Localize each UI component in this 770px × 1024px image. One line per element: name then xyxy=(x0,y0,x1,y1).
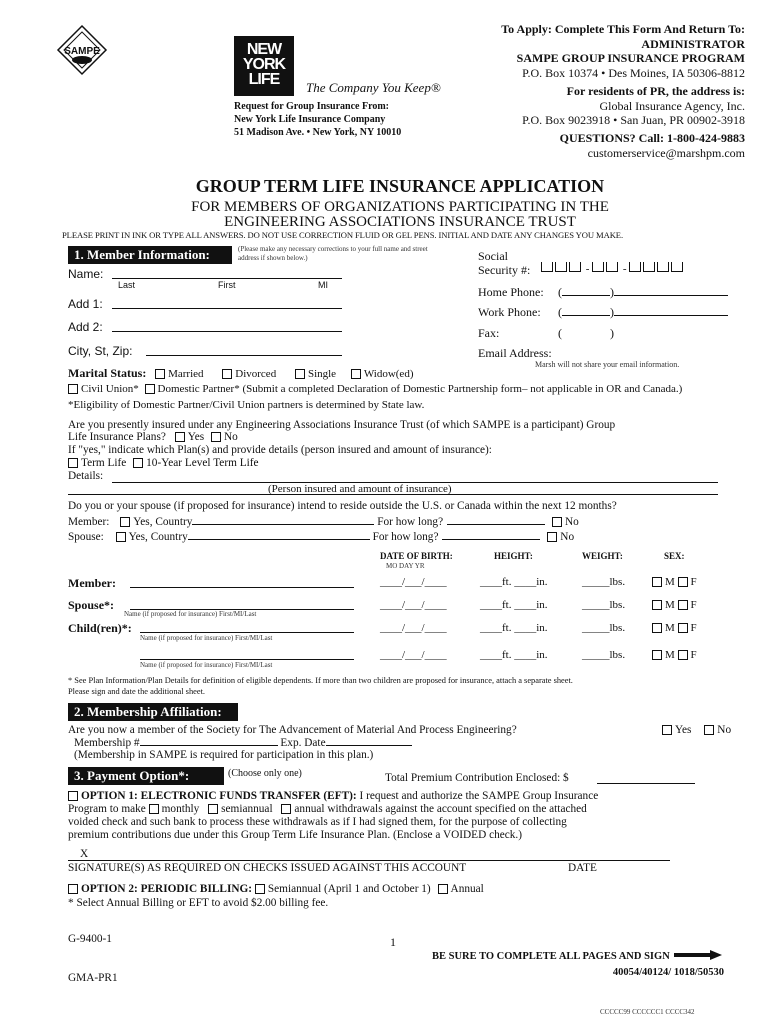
spouse-country-field[interactable] xyxy=(188,539,370,540)
spouse-sex-field[interactable]: M F xyxy=(652,599,697,611)
membership-no-checkbox[interactable] xyxy=(704,725,714,735)
barcode-text: CCCCC99 CCCCCC1 CCCC342 xyxy=(600,1008,695,1016)
be-sure-note: BE SURE TO COMPLETE ALL PAGES AND SIGN xyxy=(432,950,722,963)
opt2-annual-checkbox[interactable] xyxy=(438,884,448,894)
option2-checkbox[interactable] xyxy=(68,884,78,894)
weight-header: WEIGHT: xyxy=(582,551,623,561)
tagline: The Company You Keep® xyxy=(306,80,441,95)
member-dob-field[interactable]: ____/___/____ xyxy=(380,576,447,588)
total-premium-label: Total Premium Contribution Enclosed: $ xyxy=(385,772,569,784)
spouse-how-long-field[interactable] xyxy=(442,539,540,540)
insured-no-checkbox[interactable] xyxy=(211,432,221,442)
spouse-reside-row: Spouse: Yes, Country For how long? No xyxy=(68,531,575,543)
child1-sex-field[interactable]: M F xyxy=(652,622,697,634)
annual-checkbox[interactable] xyxy=(281,804,291,814)
questions: QUESTIONS? Call: 1-800-424-9883 xyxy=(559,131,745,145)
mi-label: MI xyxy=(318,280,328,290)
sampe-logo xyxy=(56,24,108,76)
option1-line4: premium contributions due under this Group Term Life Insurance Plan. (Enclose a VOIDED check.) xyxy=(68,829,522,841)
company-address: 51 Madison Ave. • New York, NY 10010 xyxy=(234,127,402,138)
option1-line2: Program to make monthly semiannual annual withdrawals against the account specified on the attached xyxy=(68,803,587,815)
select-note: * Select Annual Billing or EFT to avoid $2.00 billing fee. xyxy=(68,897,329,909)
signature-label: SIGNATURE(S) AS REQUIRED ON CHECKS ISSUED AGAINST THIS ACCOUNT xyxy=(68,862,467,874)
member-weight-field[interactable]: _____lbs. xyxy=(582,576,626,588)
child1-name-prompt: Name (if proposed for insurance) First/MI/Last xyxy=(140,634,273,642)
email-note: Marsh will not share your email information. xyxy=(535,360,680,369)
city-label: City, St, Zip: xyxy=(68,344,133,358)
po-box: P.O. Box 10374 • Des Moines, IA 50306-8812 xyxy=(522,66,745,80)
details-field-2[interactable] xyxy=(68,494,718,495)
child1-weight-field[interactable]: _____lbs. xyxy=(582,622,626,634)
signature-field[interactable] xyxy=(68,860,670,861)
membership-question: Are you now a member of the Society for The Advancement of Material And Process Engineering? xyxy=(68,724,517,736)
children-row-label: Child(ren)*: xyxy=(68,621,132,635)
child2-name-field[interactable] xyxy=(140,659,354,660)
height-header: HEIGHT: xyxy=(494,551,533,561)
member-yes-checkbox[interactable] xyxy=(120,517,130,527)
member-no-checkbox[interactable] xyxy=(552,517,562,527)
nyl-logo: NEW YORK LIFE xyxy=(234,36,294,96)
spouse-row-label: Spouse*: xyxy=(68,598,115,612)
insured-question-2: Life Insurance Plans? Yes No xyxy=(68,431,238,443)
child2-name-prompt: Name (if proposed for insurance) First/MI/Last xyxy=(140,661,273,669)
married-checkbox[interactable] xyxy=(155,369,165,379)
spouse-height-field[interactable]: ____ft. ____in. xyxy=(480,599,548,611)
company-name: New York Life Insurance Company xyxy=(234,114,386,125)
child2-dob-field[interactable]: ____/___/____ xyxy=(380,649,447,661)
spouse-name-prompt: Name (if proposed for insurance) First/MI/Last xyxy=(124,610,257,618)
arrow-right-icon xyxy=(674,950,722,963)
spouse-weight-field[interactable]: _____lbs. xyxy=(582,599,626,611)
term-life-checkbox[interactable] xyxy=(68,458,78,468)
section-3-header: 3. Payment Option*: xyxy=(68,767,224,785)
add2-field[interactable] xyxy=(112,331,342,332)
spouse-no-checkbox[interactable] xyxy=(547,532,557,542)
total-premium-field[interactable] xyxy=(597,783,695,784)
child1-height-field[interactable]: ____ft. ____in. xyxy=(480,622,548,634)
print-note: PLEASE PRINT IN INK OR TYPE ALL ANSWERS. DO NOT USE CORRECTION FLUID OR GEL PENS. INITIAL AND DATE ANY CHANGES YOU MAKE. xyxy=(62,230,624,240)
contact-email[interactable]: customerservice@marshpm.com xyxy=(587,146,745,160)
date-label: DATE xyxy=(568,862,597,874)
home-phone-field[interactable]: ( ) xyxy=(558,285,728,300)
to-apply: To Apply: Complete This Form And Return To: xyxy=(501,22,745,36)
section-2-header: 2. Membership Affiliation: xyxy=(68,703,238,721)
pr-address: P.O. Box 9023918 • San Juan, PR 00902-3918 xyxy=(522,113,745,127)
ten-year-checkbox[interactable] xyxy=(133,458,143,468)
member-country-field[interactable] xyxy=(192,524,374,525)
program: SAMPE GROUP INSURANCE PROGRAM xyxy=(516,51,745,65)
pr-agency: Global Insurance Agency, Inc. xyxy=(599,99,745,113)
membership-number-field[interactable] xyxy=(140,745,278,746)
option1-checkbox[interactable] xyxy=(68,791,78,801)
monthly-checkbox[interactable] xyxy=(149,804,159,814)
option2-row: OPTION 2: PERIODIC BILLING: Semiannual (April 1 and October 1) Annual xyxy=(68,883,484,895)
divorced-checkbox[interactable] xyxy=(222,369,232,379)
correction-note: (Please make any necessary corrections to your full name and street address if shown below.) xyxy=(238,245,428,262)
spouse-dob-field[interactable]: ____/___/____ xyxy=(380,599,447,611)
choose-one: (Choose only one) xyxy=(228,768,302,779)
domestic-partner-checkbox[interactable] xyxy=(145,384,155,394)
email-label: Email Address: xyxy=(478,346,552,360)
section-1-header: 1. Member Information: xyxy=(68,246,232,264)
name-field[interactable] xyxy=(112,278,342,279)
insured-question: Are you presently insured under any Engineering Associations Insurance Trust (of which SAMPE is a participant) Group xyxy=(68,419,616,431)
person-insured-label: (Person insured and amount of insurance) xyxy=(268,483,452,495)
member-how-long-field[interactable] xyxy=(447,524,545,525)
membership-yes-no: Yes No xyxy=(662,724,731,736)
ssn-field[interactable]: - - xyxy=(541,262,685,275)
option1-line3: voided check and such bank to process these withdrawals as if I had signed them, for the purpose of collecting xyxy=(68,816,567,828)
marital-row: Marital Status: Married Divorced Single Widow(ed) xyxy=(68,366,414,380)
children-note-2: Please sign and date the additional sheet. xyxy=(68,687,205,696)
member-reside-row: Member: Yes, Country For how long? No xyxy=(68,516,579,528)
reside-question: Do you or your spouse (if proposed for insurance) intend to reside outside the U.S. or Canada within the next 12 months? xyxy=(68,500,617,512)
child2-weight-field[interactable]: _____lbs. xyxy=(582,649,626,661)
page-title: GROUP TERM LIFE INSURANCE APPLICATION xyxy=(195,176,605,196)
single-checkbox[interactable] xyxy=(295,369,305,379)
social-label: Social xyxy=(478,249,508,263)
widowed-checkbox[interactable] xyxy=(351,369,361,379)
child2-height-field[interactable]: ____ft. ____in. xyxy=(480,649,548,661)
request-from: Request for Group Insurance From: xyxy=(234,101,389,112)
add1-field[interactable] xyxy=(112,308,342,309)
svg-text:SAMPE: SAMPE xyxy=(64,46,100,57)
admin: ADMINISTRATOR xyxy=(641,37,745,51)
form-number: G-9400-1 xyxy=(68,933,112,945)
eligibility-note: *Eligibility of Domestic Partner/Civil Union partners is determined by State law. xyxy=(68,399,425,411)
child2-sex-field[interactable]: M F xyxy=(652,649,697,661)
dob-header: DATE OF BIRTH: xyxy=(380,551,453,561)
dob-subheader: MO DAY YR xyxy=(386,562,425,570)
first-label: First xyxy=(218,280,236,290)
member-name-field[interactable] xyxy=(130,587,354,588)
semiannual-checkbox[interactable] xyxy=(208,804,218,814)
membership-yes-checkbox[interactable] xyxy=(662,725,672,735)
work-phone-label: Work Phone: xyxy=(478,305,541,319)
city-field[interactable] xyxy=(146,355,342,356)
form-codes: 40054/40124/ 1018/50530 xyxy=(612,967,724,978)
children-note-1: * See Plan Information/Plan Details for definition of eligible dependents. If more than two children are proposed for insurance, attach a separate sheet. xyxy=(68,676,573,685)
pr-heading: For residents of PR, the address is: xyxy=(566,84,745,98)
membership-row: Membership # Exp. Date xyxy=(74,737,412,749)
child1-dob-field[interactable]: ____/___/____ xyxy=(380,622,447,634)
civil-union-row: Civil Union* Domestic Partner* (Submit a completed Declaration of Domestic Partnership form– not applicable in OR and Canada.) xyxy=(68,383,682,395)
page-number: 1 xyxy=(390,935,396,949)
last-label: Last xyxy=(118,280,136,290)
gma-code: GMA-PR1 xyxy=(68,972,118,984)
spouse-yes-checkbox[interactable] xyxy=(116,532,126,542)
security-label: Security #: xyxy=(478,263,531,277)
child1-name-field[interactable] xyxy=(140,632,354,633)
subtitle-2: ENGINEERING ASSOCIATIONS INSURANCE TRUST xyxy=(224,214,576,230)
plan-row: Term Life 10-Year Level Term Life xyxy=(68,457,259,469)
member-height-field[interactable]: ____ft. ____in. xyxy=(480,576,548,588)
fax-label: Fax: xyxy=(478,326,500,340)
exp-date-field[interactable] xyxy=(326,745,412,746)
member-row-label: Member: xyxy=(68,576,116,590)
option1-line1: OPTION 1: ELECTRONIC FUNDS TRANSFER (EFT): I request and authorize the SAMPE Group Insurance xyxy=(68,790,598,802)
insured-yes-checkbox[interactable] xyxy=(175,432,185,442)
signature-x: X xyxy=(80,848,89,860)
add2-label: Add 2: xyxy=(68,320,103,334)
name-label: Name: xyxy=(68,267,104,281)
subtitle-1: FOR MEMBERS OF ORGANIZATIONS PARTICIPATING IN THE xyxy=(191,199,609,215)
add1-label: Add 1: xyxy=(68,297,103,311)
membership-required: (Membership in SAMPE is required for participation in this plan.) xyxy=(74,749,374,761)
opt2-semiannual-checkbox[interactable] xyxy=(255,884,265,894)
fax-field[interactable]: ( ) xyxy=(558,326,614,340)
sex-header: SEX: xyxy=(664,551,685,561)
member-sex-field[interactable]: M F xyxy=(652,576,697,588)
details-label: Details: xyxy=(68,470,104,482)
civil-union-checkbox[interactable] xyxy=(68,384,78,394)
home-phone-label: Home Phone: xyxy=(478,285,544,299)
work-phone-field[interactable]: ( ) xyxy=(558,305,728,320)
if-yes-text: If "yes," indicate which Plan(s) and provide details (person insured and amount of insurance): xyxy=(68,444,492,456)
